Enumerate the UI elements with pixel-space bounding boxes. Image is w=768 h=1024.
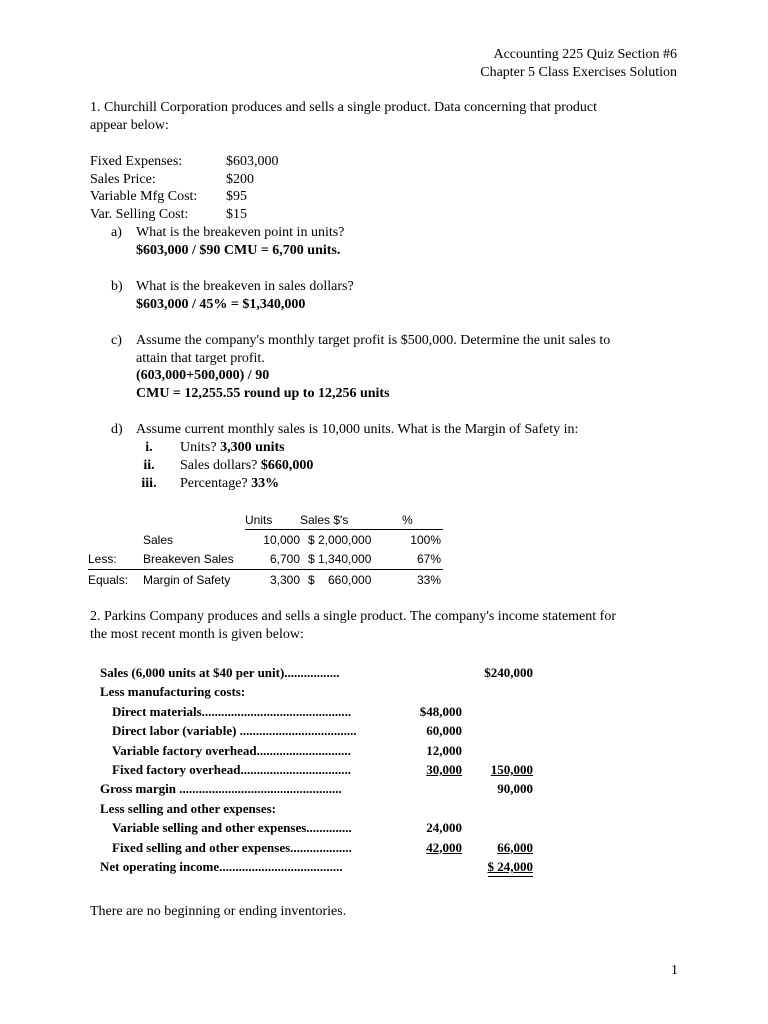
q2-intro: 2. Parkins Company produces and sells a single product. The company's income statement for the most recent month is given below:: [90, 609, 616, 642]
question-text: Assume current monthly sales is 10,000 units. What is the Margin of Safety in:: [136, 422, 579, 437]
fact-fixed-expenses: Fixed Expenses: $603,000: [90, 154, 279, 169]
answer-text: 3,300 units: [220, 440, 285, 455]
answer-text: 33%: [251, 476, 280, 491]
q1-part-a: a) What is the breakeven point in units? $603,000 / $90 CMU = 6,700 units.: [111, 224, 671, 260]
fact-sales-price: Sales Price: $200: [90, 171, 254, 187]
question-text: What is the breakeven point in units?: [136, 225, 345, 240]
exercise-title: Chapter 5 Class Exercises Solution: [480, 65, 677, 80]
table-row: Sales 10,000 $ 2,000,000 100%: [143, 532, 441, 547]
question-text: Assume the company's monthly target profit is $500,000. Determine the unit sales to: [136, 333, 611, 348]
page-header: [480, 46, 677, 82]
answer-text: CMU = 12,255.55 round up to 12,256 units: [136, 385, 390, 401]
statement-row-less-mfg: Less manufacturing costs:: [100, 684, 246, 700]
inventory-note: There are no beginning or ending inventories.: [90, 904, 347, 919]
answer-text: (603,000+500,000) / 90: [136, 368, 270, 383]
q1-part-c: c) Assume the company's monthly target profit is $500,000. Determine the unit sales to attain that target profit. (603,000+500,000) / 90 CMU = 12,255.55 round up to 12,256 units: [111, 332, 671, 404]
question-text: attain that target profit.: [136, 350, 265, 366]
answer-text: $660,000: [260, 458, 314, 473]
statement-row-fixed-selling: Fixed selling and other expenses................... 42,000 66,000: [112, 839, 533, 855]
statement-row-variable-overhead: Variable factory overhead............................. 12,000: [112, 742, 462, 758]
q1-facts: [90, 153, 660, 223]
q1-part-d: d) Assume current monthly sales is 10,000 units. What is the Margin of Safety in:: [111, 421, 671, 441]
page-number: 1: [671, 963, 678, 978]
margin-of-safety-table: [88, 510, 443, 589]
statement-row-gross-margin: Gross margin .................................................. 90,000: [100, 781, 533, 797]
q1-intro: 1. Churchill Corporation produces and sells a single product. Data concerning that product appear below:: [90, 100, 597, 133]
question-text: What is the breakeven in sales dollars?: [136, 279, 354, 294]
fact-var-selling-cost: Var. Selling Cost: $15: [90, 206, 247, 222]
answer-text: $603,000 / 45% = $1,340,000: [136, 296, 306, 312]
document-page: Accounting 225 Quiz Section #6 Chapter 5 Class Exercises Solution 1. Churchill Corporation produces and sells a single product. Data concerning that product appear below: Fixed Expenses: $603,000 Sales Price: $200 Variable Mfg Cost: $95 Var. Selling Cost: $15 a) What is the breakeven point in units? $603,000 / $90 CMU = 6,700 units. b) What is the breakeven in sales dollars? $603,000 / 45% = $1,340,000 c) Assume the company's monthly target profit is $500,000. Determine the unit sales to attain that target profit. (603,000+500,000) / 90 CMU = 12,255.55 round up to 12,256 units d) Assume current monthly sales is 10,000 units. What is the Margin of Safety in: i. Units? 3,300 units ii. Sales dollars? $660,000 iii. Percentage? 33% Units Sales $'s % Sales 10,000 $ 2,000,000 100% Less: Breakeven Sales 6,700 $ 1,340,000 67% Equals: Margin of Safety 3,300 $ 660,000 33% 2. Parkins Company produces and sells a single product. The company's income statement for the most recent month is given below: Sales (6,000 units at $40 per unit)................. $240,000 Less manufacturing costs: Direct materials.............................................. $48,000 Direct labor (variable) .................................... 60,000 Variable factory overhead............................. 12,000 Fixed factory overhead.................................. 30,000 150,000 Gross margin .................................................. 90,000 Less selling and other expenses: Variable selling and other expenses.............. 24,000 Fixed selling and other expenses................... 42,000 66,000 Net operating income...................................... $ 24,000 There are no beginning or ending inventories. 1: [88, 47, 678, 978]
statement-row-variable-selling: Variable selling and other expenses.............. 24,000: [112, 820, 462, 836]
income-statement: [100, 664, 540, 877]
fact-variable-mfg-cost: Variable Mfg Cost: $95: [90, 189, 247, 204]
answer-text: $603,000 / $90 CMU = 6,700 units.: [136, 242, 341, 258]
table-row: Equals: Margin of Safety 3,300 $ 660,000 33%: [88, 569, 443, 590]
course-title: Accounting 225 Quiz Section #6: [493, 47, 677, 62]
table-header-row: [88, 510, 443, 530]
statement-row-fixed-overhead: Fixed factory overhead.................................. 30,000 150,000: [112, 761, 533, 777]
statement-row-direct-labor: Direct labor (variable) .................................... 60,000: [112, 723, 462, 739]
q1-part-b: b) What is the breakeven in sales dollars? $603,000 / 45% = $1,340,000: [111, 278, 671, 314]
column-header-units: Units: [245, 513, 273, 527]
statement-row-direct-materials: Direct materials.............................................. $48,000: [112, 703, 462, 719]
column-header-sales: Sales $'s: [300, 513, 349, 527]
statement-row-sales: Sales (6,000 units at $40 per unit)................. $240,000: [100, 665, 533, 680]
statement-row-less-selling: Less selling and other expenses:: [100, 800, 276, 816]
table-row: Less: Breakeven Sales 6,700 $ 1,340,000 67%: [88, 552, 441, 566]
column-header-percent: %: [402, 513, 413, 527]
statement-row-net-operating-income: Net operating income...................................... $ 24,000: [100, 858, 540, 877]
